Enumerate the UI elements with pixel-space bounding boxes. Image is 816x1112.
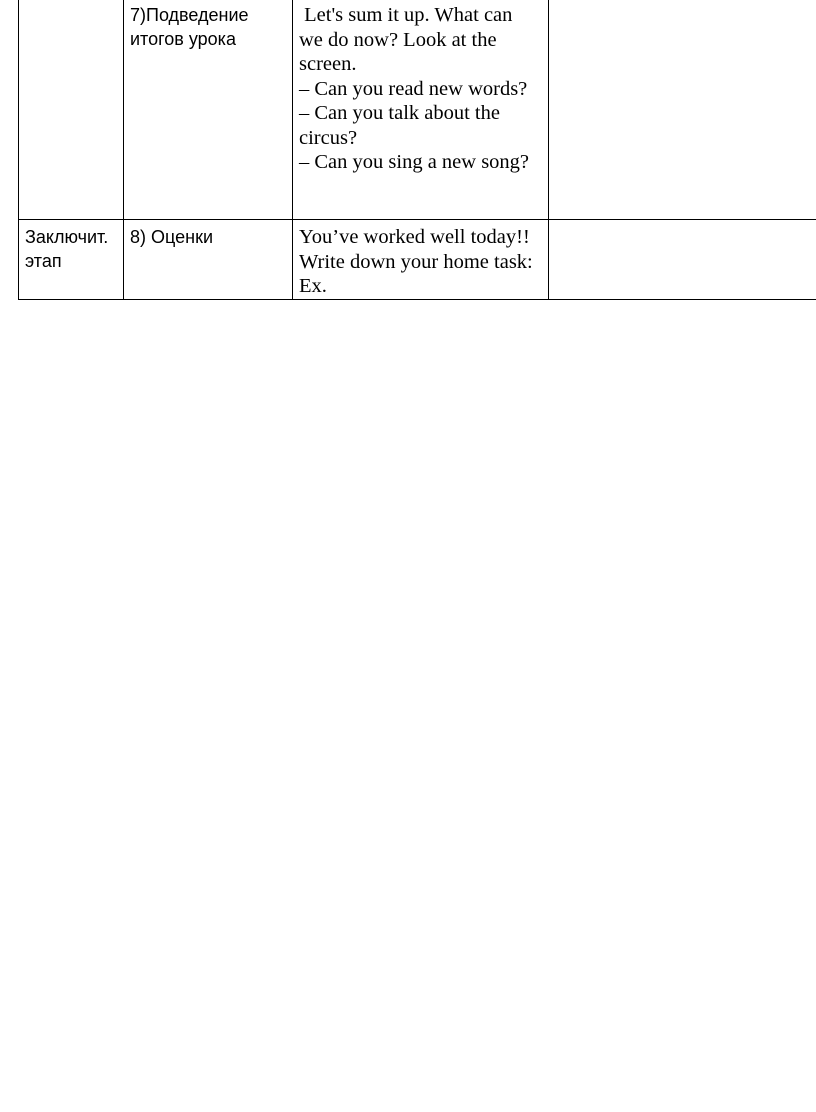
step-cell (124, 0, 293, 220)
step-cell (124, 220, 293, 300)
stage-cell (19, 220, 124, 300)
stage-line: Заключит. (25, 227, 109, 247)
teacher-activity-cell (293, 220, 549, 300)
teacher-line: – Can you sing a new song? (299, 151, 530, 173)
stage-line: этап (25, 251, 62, 271)
teacher-line: – Can you talk about the (299, 102, 500, 124)
teacher-activity-cell (293, 0, 549, 220)
stage-cell (19, 0, 124, 220)
teacher-line: – Can you read new words? (299, 77, 528, 100)
teacher-line: You’ve worked well today!! (299, 226, 530, 248)
step-line: 8) Оценки (130, 227, 213, 247)
teacher-line: Let's sum it up. What can (299, 4, 513, 26)
notes-cell (549, 220, 816, 300)
step-line: итогов урока (130, 29, 236, 49)
teacher-line: circus? (299, 126, 358, 149)
teacher-line: we do now? Look at the (299, 28, 497, 51)
table-row (19, 220, 816, 300)
teacher-line: screen. (299, 53, 357, 75)
teacher-line: Write down your home task: (299, 250, 533, 273)
table-row (19, 0, 816, 220)
notes-cell (549, 0, 816, 220)
teacher-line: Ex. (299, 275, 327, 297)
lesson-plan-table (18, 0, 816, 300)
step-line: 7)Подведение (130, 5, 249, 25)
